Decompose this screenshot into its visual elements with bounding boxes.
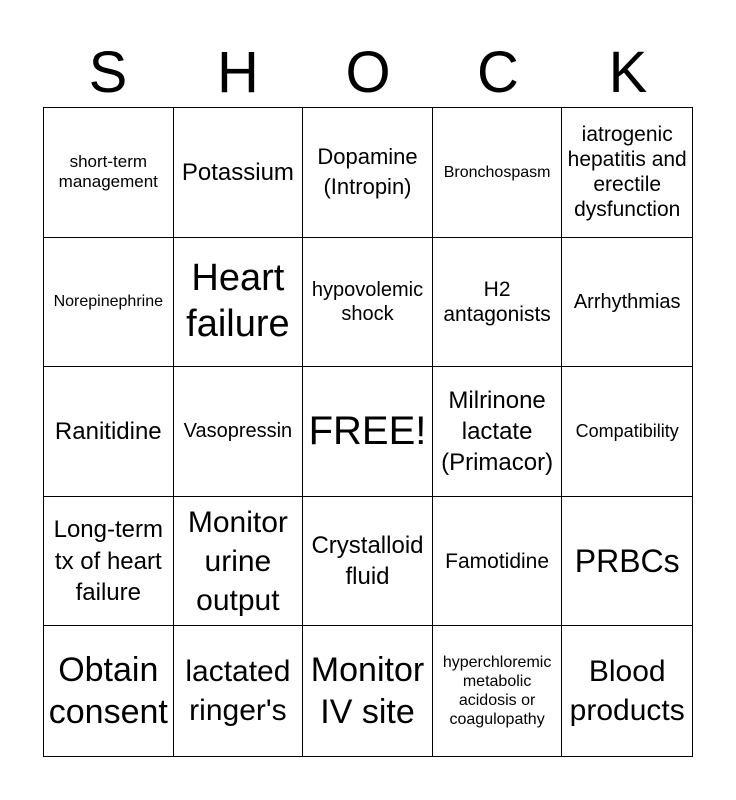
bingo-cell[interactable] [174,367,304,497]
cell-text: Dopamine (Intropin) [317,143,418,200]
cell-text: FREE! [308,409,427,454]
bingo-cell[interactable] [303,626,433,756]
cell-text: hyperchloremic metabolic acidosis or coagulopathy [442,653,552,729]
bingo-cell[interactable] [174,497,304,627]
bingo-header [43,40,693,106]
header-letter-k: K [608,40,648,105]
cell-text: Potassium [181,158,294,186]
bingo-cell[interactable] [303,367,433,497]
bingo-cell[interactable] [303,108,433,238]
header-letter-s: S [88,40,128,105]
bingo-cell[interactable] [433,108,563,238]
cell-text: Monitor IV site [310,650,425,732]
bingo-cell[interactable] [562,367,692,497]
cell-text: Compatibility [575,420,679,441]
cell-text: Ranitidine [54,417,162,445]
bingo-cell[interactable] [174,626,304,756]
cell-text: Bronchospasm [443,163,551,181]
cell-text: iatrogenic hepatitis and erectile dysfunction [567,122,687,222]
cell-text: Milrinone lactate (Primacor) [441,386,554,477]
cell-text: Vasopressin [183,420,293,443]
bingo-cell[interactable] [44,626,174,756]
bingo-cell[interactable] [303,238,433,368]
cell-text: Obtain consent [48,650,168,732]
bingo-cell[interactable] [433,367,563,497]
bingo-cell[interactable] [562,238,692,368]
cell-text: PRBCs [574,542,680,579]
bingo-card-grid [43,107,693,757]
bingo-cell[interactable] [562,626,692,756]
header-letter-h: H [217,40,259,105]
bingo-cell[interactable] [433,238,563,368]
cell-text: Crystalloid fluid [311,531,424,591]
header-letter-o: O [345,40,391,105]
bingo-cell[interactable] [562,497,692,627]
cell-text: Heart failure [186,257,290,345]
cell-text: Arrhythmias [573,290,681,313]
bingo-cell[interactable] [174,108,304,238]
bingo-cell[interactable] [44,108,174,238]
cell-text: Blood products [569,655,685,728]
cell-text: lactated ringer's [185,655,291,728]
bingo-cell[interactable] [174,238,304,368]
bingo-cell[interactable] [44,367,174,497]
cell-text: Long-term tx of heart failure [53,516,163,606]
bingo-cell[interactable] [433,626,563,756]
bingo-cell[interactable] [303,497,433,627]
bingo-cell[interactable] [433,497,563,627]
header-letter-c: C [477,40,519,105]
bingo-cell[interactable] [562,108,692,238]
bingo-cell[interactable] [44,238,174,368]
cell-text: Famotidine [445,549,550,573]
bingo-cell[interactable] [44,497,174,627]
cell-text: short-term management [58,151,158,192]
cell-text: hypovolemic shock [311,278,424,325]
cell-text: Monitor urine output [187,505,288,617]
cell-text: H2 antagonists [443,277,551,326]
cell-text: Norepinephrine [53,293,163,311]
